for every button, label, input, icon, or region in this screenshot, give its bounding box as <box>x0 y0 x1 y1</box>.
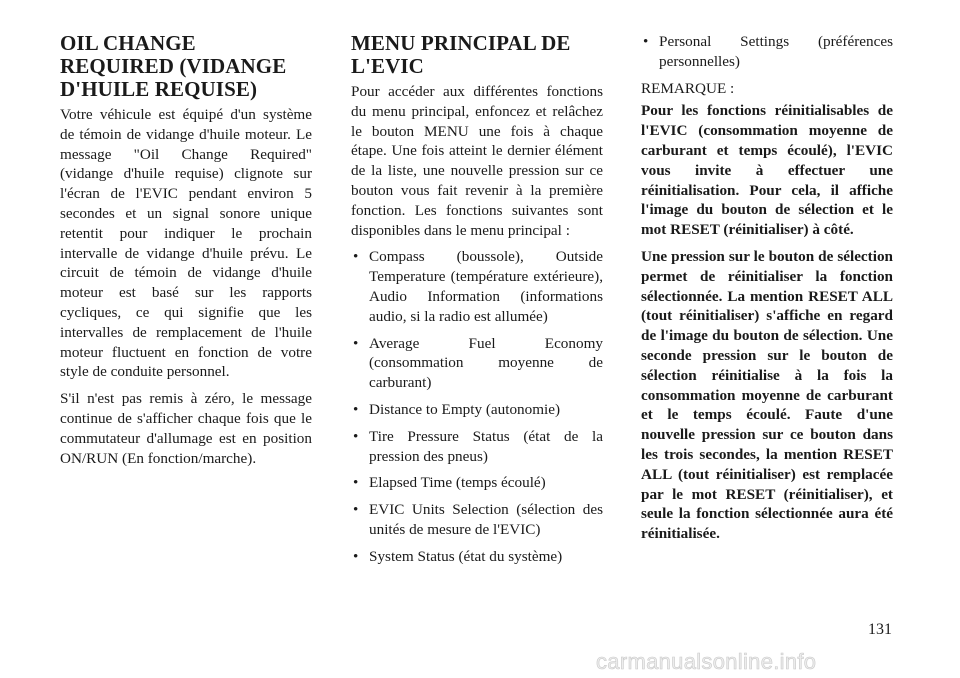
list-item: • Elapsed Time (temps écoulé) <box>353 474 546 492</box>
list-item: • EVIC Units Selection (sélection des unités de mesure de l'EVIC) <box>353 501 603 538</box>
bullet-icon: • <box>353 474 359 492</box>
remark-reset-all-paragraph: Une pression sur le bouton de sélection permet de réinitialiser la fonction sélectionnée. La mention RESET ALL (tout réinitialiser) s'affiche en regard de l'image du bouton de sélection. Une seconde pression sur le bouton de sélection réinitialise à la fois la consommation moyenne de carburant et le temps écoulé. Faute d'une nouvelle pression sur ce bouton dans les trois secondes, la mention RESET ALL (tout réinitialiser) est remplacée par le mot RESET (réinitialiser), et seule la fonction sélectionnée aura été réinitialisée. <box>641 247 893 543</box>
bullet-icon: • <box>353 334 359 352</box>
oil-change-heading: OIL CHANGE REQUIRED (VIDANGE D'HUILE REQUISE) <box>60 31 287 101</box>
list-item: • Average Fuel Economy (consommation moyenne de carburant) <box>353 334 603 392</box>
remark-reset-prompt-paragraph: Pour les fonctions réinitialisables de l'EVIC (consommation moyenne de carburant et temps écoulé), l'EVIC vous invite à effectuer une réinitialisation. Pour cela, il affiche l'image du bouton de sélection et le mot RESET (réinitialiser) à côté. <box>641 102 893 239</box>
list-item: • Tire Pressure Status (état de la pression des pneus) <box>353 427 603 465</box>
list-item: • System Status (état du système) <box>353 547 563 565</box>
bullet-icon: • <box>353 248 359 266</box>
watermark-logo: carmanualsonline.info <box>596 649 817 674</box>
right-column <box>641 32 893 551</box>
evic-menu-intro-paragraph: Pour accéder aux différentes fonctions du menu principal, enfoncez et relâchez le bouton MENU une fois à chaque étape. Une fois atteint le dernier élément de la liste, une nouvelle pression sur ce bouton vous fait revenir à la première fonction. Les fonctions suivantes sont disponibles dans le menu principal : <box>351 83 603 239</box>
bullet-icon: • <box>353 547 359 565</box>
left-column <box>60 32 312 475</box>
remark-label: REMARQUE : <box>641 79 735 97</box>
evic-menu-function-list <box>351 247 603 566</box>
bullet-icon: • <box>353 400 359 418</box>
oil-change-reset-paragraph: S'il n'est pas remis à zéro, le message continue de s'afficher chaque fois que le commutateur d'allumage est en position ON/RUN (En fonction/marche). <box>60 390 312 467</box>
bullet-icon: • <box>353 427 359 445</box>
oil-change-paragraph: Votre véhicule est équipé d'un système de témoin de vidange d'huile moteur. Le message "Oil Change Required" (vidange d'huile requise) clignote sur l'écran de l'EVIC pendant environ 5 secondes et un signal sonore unique retentit pour indiquer le prochain intervalle de vidange d'huile prévu. Le circuit de témoin de vidange d'huile moteur est basé sur les rapports cycliques, ce qui signifie que les intervalles de remplacement de l'huile moteur fluctuent en fonction de votre style de conduite personnel. <box>60 106 312 381</box>
bullet-icon: • <box>643 33 649 50</box>
middle-column <box>351 32 603 574</box>
page-number: 131 <box>868 621 892 638</box>
list-item: • Personal Settings (préférences personnelles) <box>643 33 893 70</box>
list-item: • Distance to Empty (autonomie) <box>353 400 561 418</box>
evic-menu-function-list-continued <box>641 32 893 72</box>
evic-main-menu-heading: MENU PRINCIPAL DE L'EVIC <box>351 31 571 78</box>
list-item: • Compass (boussole), Outside Temperature (température extérieure), Audio Information (informations audio, si la radio est allumée) <box>353 248 603 325</box>
bullet-icon: • <box>353 501 359 519</box>
